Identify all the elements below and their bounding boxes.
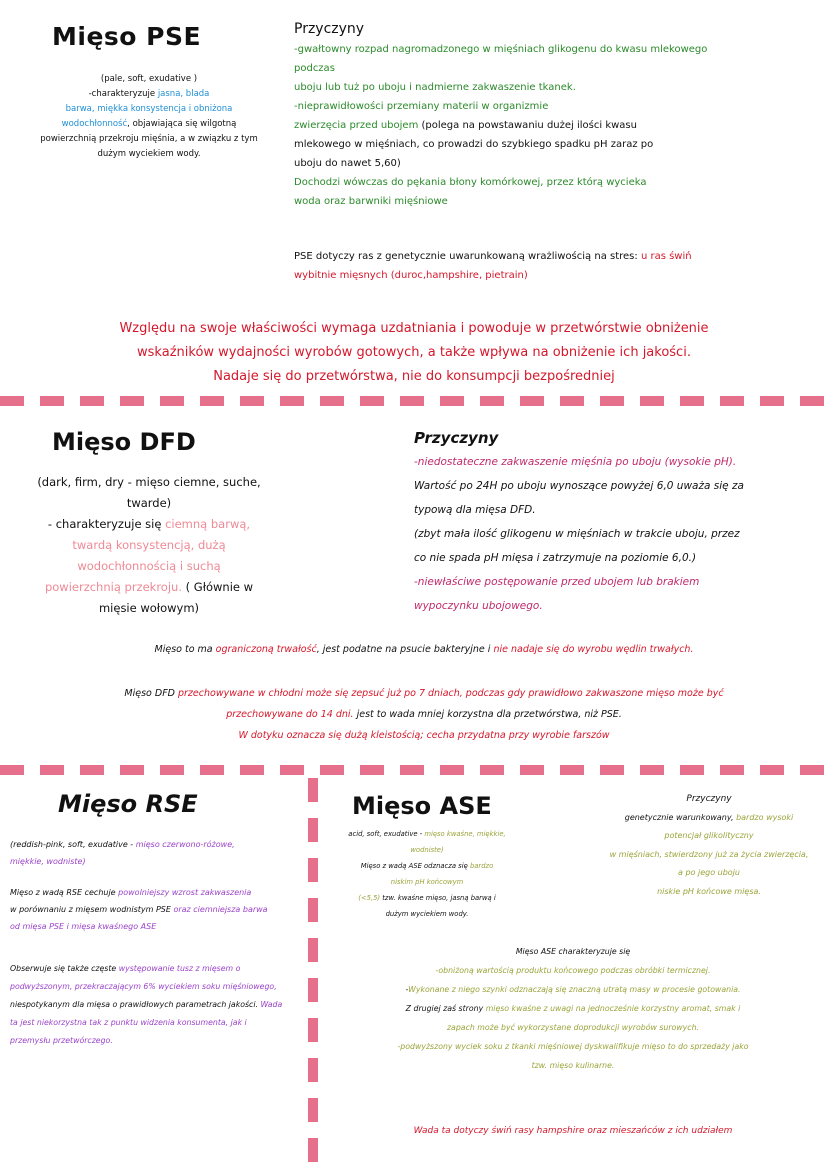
ase-features: Mięso ASE charakteryzuje się -obniżoną wartością produktu końcowego podczas obróbki termicznej. -Wykonane z niego szynki odznaczają się znaczną utratą masy w procesie gotowania. Z drugiej zaś strony mięso kwaśne z uwagi na jednocześnie korzystny aromat, smak i zapach może być wykorzystane doprodukcji wyrobów surowych. -podwyższony wyciek soku z tkanki mięśniowej dyskwalifikuje mięso to do sprzedaży jako tzw. mięso kulinarne.: [397, 947, 749, 1070]
rse-definition: (reddish-pink, soft, exudative - mięso czerwono-różowe, miękkie, wodniste): [10, 840, 235, 866]
ase-final-note: Wada ta dotyczy świń rasy hampshire oraz mieszańców z ich udziałem: [413, 1126, 733, 1136]
dfd-definition: (dark, firm, dry - mięso ciemne, suche, twarde) - charakteryzuje się ciemną barwą, twardą konsystencją, dużą wodochłonnością i suchą powierzchnią przekroju. ( Głównie w mięsie wołowym): [37, 475, 261, 615]
section-divider: [0, 396, 828, 406]
dfd-causes-title: Przyczyny: [414, 429, 499, 447]
pse-causes-title: Przyczyny: [294, 21, 365, 37]
pse-races: PSE dotyczy ras z genetycznie uwarunkowaną wrażliwością na stres: u ras świń wybitnie mięsnych (duroc,hampshire, pietrain): [294, 251, 692, 281]
ase-definition: acid, soft, exudative - mięso kwaśne, miękkie, wodniste) Mięso z wadą ASE odznacza się bardzo niskim pH końcowym (<5,5) tzw. kwaśne mięso, jasną barwą i dużym wyciekiem wody.: [348, 830, 506, 918]
pse-definition: (pale, soft, exudative ) -charakteryzuje jasna, blada barwa, miękka konsystencja i obniżona wodochłonność, objawiająca się wilgotną powierzchnią przekroju mięśnia, a w związku z tym dużym wyciekiem wody.: [40, 74, 258, 159]
ase-causes: Przyczyny genetycznie warunkowany, bardzo wysoki potencjał glikolityczny w mięśniach, stwierdzony już za życia zwierzęcia, a po jego uboju niskie pH końcowe mięsa.: [590, 790, 828, 901]
rse-observation: Obserwuje się także częste występowanie tusz z mięsem o podwyższonym, przekraczającym 6% wyciekiem soku mięśniowego, niespotykanym dla mięsa o prawidłowych parametrach jakości. Wada ta jest niekorzystna tak z punktu widzenia konsumenta, jak i przemysłu przetwórczego.: [10, 964, 283, 1045]
ase-causes-title: Przyczyny: [686, 794, 732, 804]
rse-description: Mięso z wadą RSE cechuje powolniejszy wzrost zakwaszenia w porównaniu z mięsem wodnistym PSE oraz ciemniejsza barwa od mięsa PSE i mięsa kwaśnego ASE: [10, 888, 268, 931]
pse-summary: Względu na swoje właściwości wymaga uzdatniania i powoduje w przetwórstwie obniżenie wskaźników wydajności wyrobów gotowych, a także wpływa na obniżenie ich jakości. Nadaje się do przetwórstwa, nie do konsumpcji bezpośredniej: [119, 321, 709, 384]
pse-def-line: (pale, soft, exudative ): [100, 74, 198, 84]
column-divider: [308, 778, 318, 1171]
pse-title: Mięso PSE: [52, 22, 202, 51]
dfd-note-storage: Mięso DFD przechowywane w chłodni może się zepsuć już po 7 dniach, podczas gdy prawidłowo zakwaszone mięso może być przechowywane do 14 dni. jest to wada mniej korzystna dla przetwórstwa, niż PSE. W dotyku oznacza się dużą kleistością; cecha przydatna przy wyrobie farszów: [124, 688, 724, 741]
dfd-title: Mięso DFD: [52, 428, 196, 456]
section-divider: [0, 765, 828, 775]
dfd-causes: Przyczyny -niedostateczne zakwaszenie mięśnia po uboju (wysokie pH). Wartość po 24H po uboju wynoszące powyżej 6,0 uważa się za typową dla mięsa DFD. (zbyt mała ilość glikogenu w mięśniach w trakcie uboju, przez co nie spada pH mięsa i zatrzymuje na poziomie 6,0.) -niewłaściwe postępowanie przed ubojem lub brakiem wypoczynku ubojowego.: [414, 426, 819, 618]
rse-title: Mięso RSE: [58, 790, 198, 818]
pse-causes: Przyczyny -gwałtowny rozpad nagromadzonego w mięśniach glikogenu do kwasu mlekowego podczas uboju lub tuż po uboju i nadmierne zakwaszenie tkanek. -nieprawidłowości przemiany materii w organizmie zwierzęcia przed ubojem (polega na powstawaniu dużej ilości kwasu mlekowego w mięśniach, co prowadzi do szybkiego spadku pH zaraz po uboju do nawet 5,60) Dochodzi wówczas do pękania błony komórkowej, przez którą wycieka woda oraz barwniki mięśniowe: [294, 18, 814, 211]
ase-title: Mięso ASE: [352, 792, 492, 820]
dfd-note-durability: Mięso to ma ograniczoną trwałość, jest podatne na psucie bakteryjne i nie nadaje się do wyrobu wędlin trwałych.: [154, 644, 694, 655]
